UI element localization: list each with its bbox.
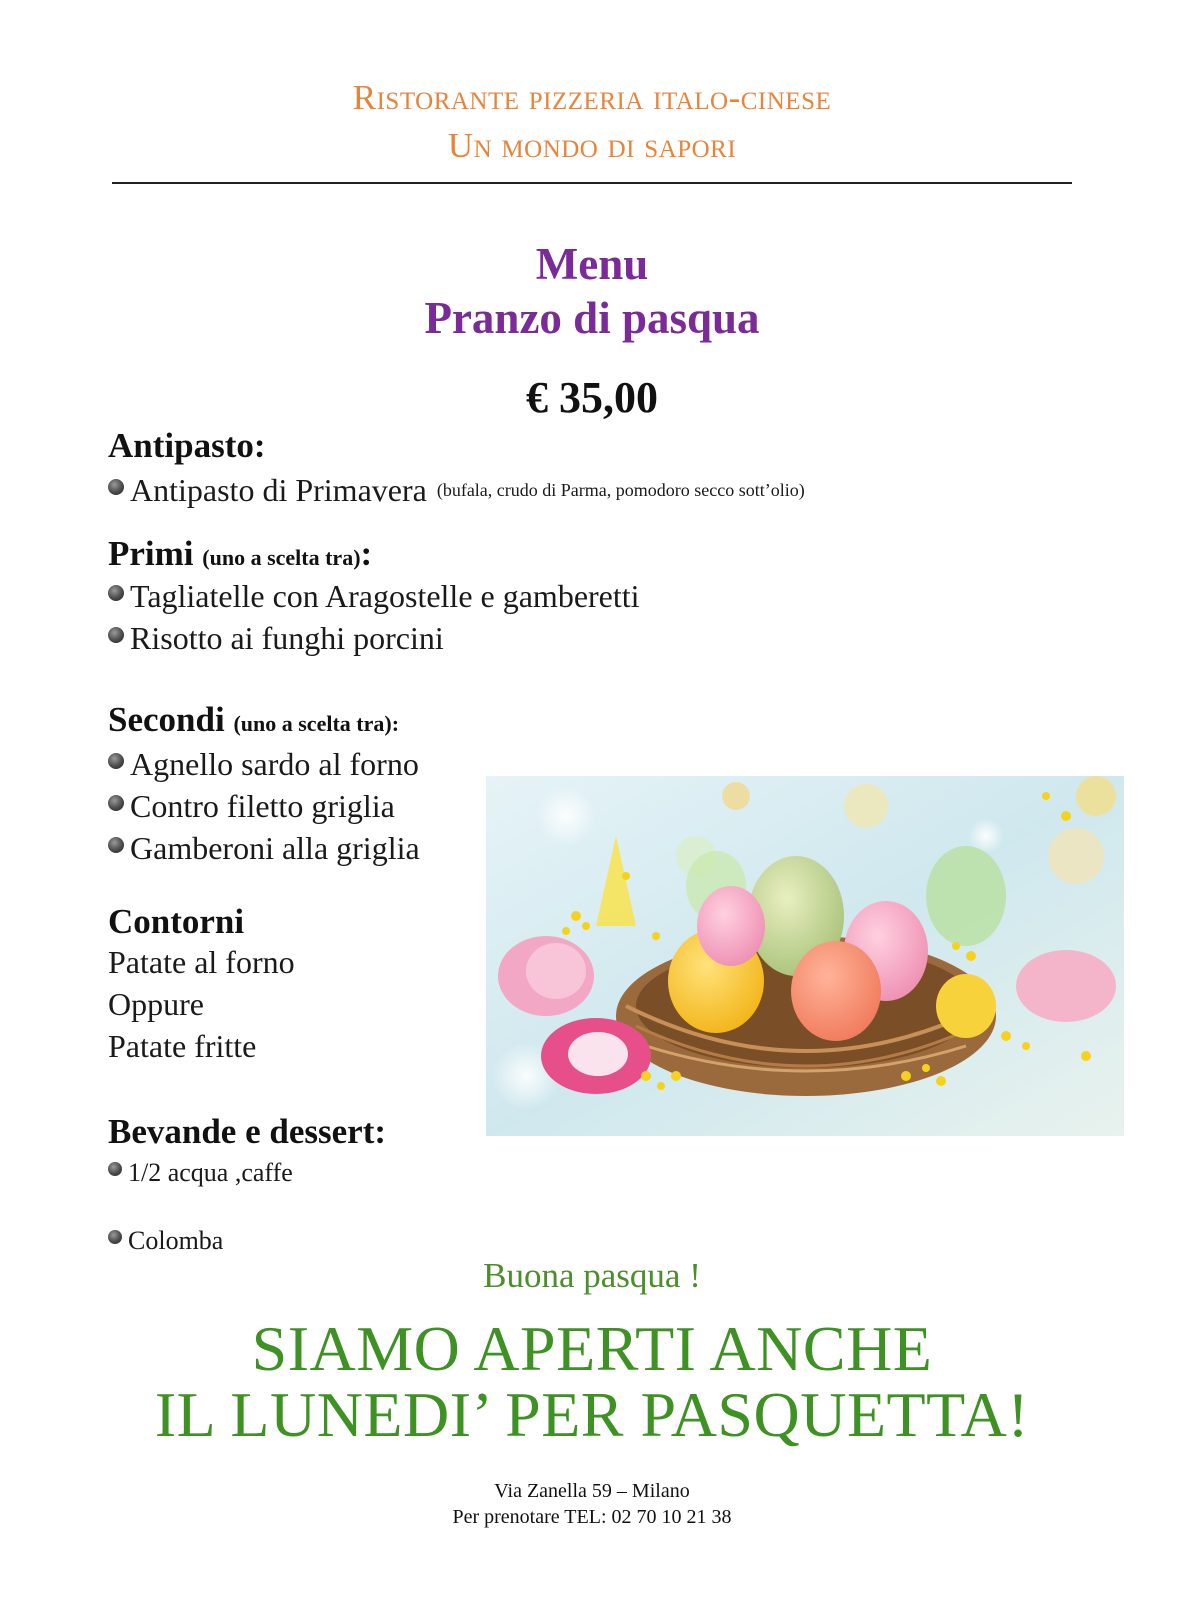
bullet-icon <box>108 795 124 811</box>
open-banner-line2: IL LUNEDI’ PER PASQUETTA! <box>154 1379 1030 1450</box>
header-divider <box>112 182 1072 184</box>
easter-photo-illustration <box>486 776 1124 1136</box>
bullet-icon <box>108 1162 122 1176</box>
list-item <box>108 788 395 825</box>
restaurant-tagline: Un mondo di sapori <box>447 126 737 165</box>
list-item <box>108 1158 293 1188</box>
section-antipasto-heading: Antipasto: <box>108 426 266 465</box>
list-item <box>108 746 419 783</box>
section-contorni-heading: Contorni <box>108 902 245 941</box>
list-item <box>108 1226 223 1256</box>
section-secondi-sub: (uno a scelta tra): <box>233 711 400 736</box>
easter-eggs-nest-photo <box>486 776 1124 1136</box>
dish-name: Gamberoni alla griglia <box>130 830 420 866</box>
menu-title: Menu <box>535 239 649 289</box>
bullet-icon <box>108 479 124 495</box>
bullet-icon <box>108 753 124 769</box>
section-secondi-title: Secondi <box>108 700 225 739</box>
footer-address: Via Zanella 59 – Milano <box>494 1480 690 1502</box>
dish-name: Agnello sardo al forno <box>130 746 419 782</box>
bullet-icon <box>108 627 124 643</box>
section-primi-colon: : <box>360 534 373 573</box>
menu-subtitle: Pranzo di pasqua <box>424 293 760 343</box>
dish-name: Tagliatelle con Aragostelle e gamberetti <box>130 578 640 614</box>
side-dish: Patate fritte <box>108 1028 257 1064</box>
open-banner-line1: SIAMO APERTI ANCHE <box>251 1313 933 1384</box>
dish-note: (bufala, crudo di Parma, pomodoro secco sott’olio) <box>436 480 805 500</box>
bullet-icon <box>108 585 124 601</box>
side-dish: Oppure <box>108 986 204 1022</box>
bullet-icon <box>108 1230 122 1244</box>
list-item <box>108 830 420 867</box>
dish-name: Antipasto di Primavera <box>130 472 427 508</box>
list-item <box>108 472 805 509</box>
dish-name: Risotto ai funghi porcini <box>130 620 444 656</box>
bullet-icon <box>108 837 124 853</box>
restaurant-name: Ristorante pizzeria italo-cinese <box>352 78 832 117</box>
section-bevande-heading: Bevande e dessert: <box>108 1112 387 1151</box>
list-item <box>108 620 444 657</box>
section-primi-title: Primi <box>108 534 194 573</box>
side-dish: Patate al forno <box>108 944 295 980</box>
list-item <box>108 578 640 615</box>
easter-greeting: Buona pasqua ! <box>483 1256 701 1295</box>
section-primi-sub: (uno a scelta tra) <box>202 545 361 570</box>
section-secondi-heading <box>108 700 399 740</box>
section-primi-heading <box>108 534 372 574</box>
dessert-name: Colomba <box>128 1226 224 1255</box>
drink-name: 1/2 acqua ,caffe <box>128 1158 293 1187</box>
dish-name: Contro filetto griglia <box>130 788 395 824</box>
menu-price: € 35,00 <box>526 373 658 422</box>
footer-phone: Per prenotare TEL: 02 70 10 21 38 <box>452 1506 732 1528</box>
